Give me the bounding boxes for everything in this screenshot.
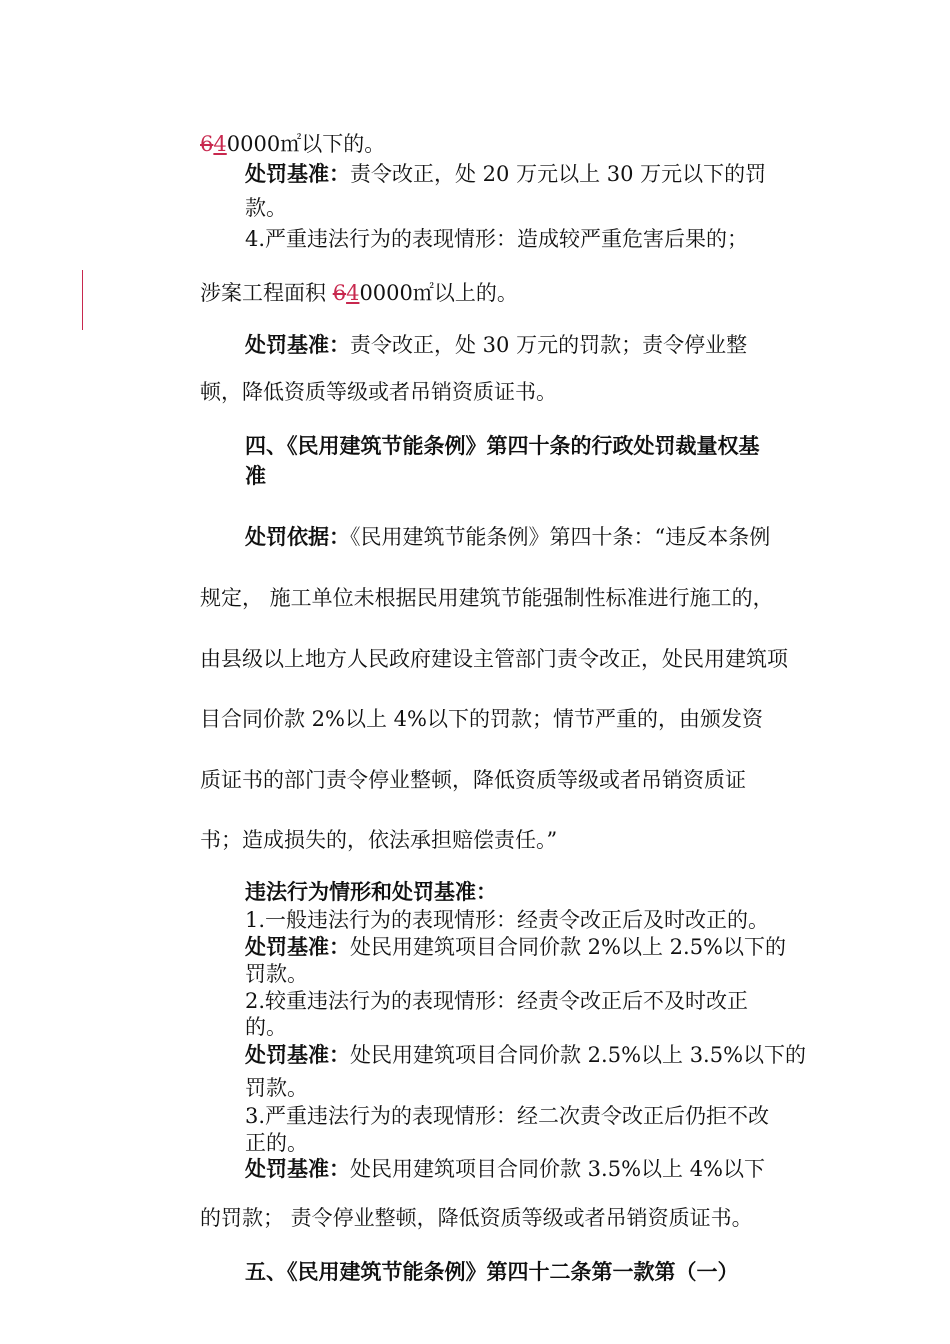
penalty-basis-line: 处罚基准：责令改正，处 30 万元的罚款；责令停业整 — [245, 333, 748, 357]
text-line: 4.严重违法行为的表现情形：造成较严重危害后果的； — [245, 227, 749, 251]
penalty-basis-label: 处罚基准： — [245, 333, 350, 357]
section-heading: 五、《民用建筑节能条例》第四十二条第一款第（一） — [245, 1260, 739, 1284]
text-line: 罚款。 — [245, 962, 308, 986]
penalty-basis-label: 处罚基准： — [245, 935, 350, 959]
text-line: 1.一般违法行为的表现情形：经责令改正后及时改正的。 — [245, 908, 770, 932]
text-line: 质证书的部门责令停业整顿，降低资质等级或者吊销资质证 — [200, 768, 746, 792]
penalty-basis-label: 处罚基准： — [245, 1157, 350, 1181]
basis-paragraph-line: 处罚依据：《民用建筑节能条例》第四十条：“违反本条例 — [245, 525, 771, 549]
text-line: 正的。 — [245, 1131, 308, 1155]
penalty-basis-line: 处罚基准：处民用建筑项目合同价款 3.5%以上 4%以下 — [245, 1157, 766, 1181]
penalty-basis-label: 处罚基准： — [245, 1043, 350, 1067]
text-line: 顿，降低资质等级或者吊销资质证书。 — [200, 380, 557, 404]
inserted-text: 4 — [213, 132, 227, 156]
text-line: 罚款。 — [245, 1076, 308, 1100]
penalty-basis-label: 处罚依据： — [245, 525, 350, 549]
text-line: 规定， 施工单位未根据民用建筑节能强制性标准进行施工的， — [200, 586, 774, 610]
penalty-basis-line: 处罚基准：处民用建筑项目合同价款 2%以上 2.5%以下的 — [245, 935, 787, 959]
text-line: 目合同价款 2%以上 4%以下的罚款；情节严重的，由颁发资 — [200, 707, 763, 731]
text-line: 款。 — [245, 196, 287, 220]
text-line: 的罚款； 责令停业整顿，降低资质等级或者吊销资质证书。 — [200, 1206, 753, 1230]
text-line: 的。 — [245, 1015, 287, 1039]
text-line: 640000㎡以下的。 — [200, 132, 386, 156]
revision-change-bar — [82, 270, 83, 330]
text-line: 由县级以上地方人民政府建设主管部门责令改正，处民用建筑项 — [200, 647, 788, 671]
section-heading: 四、《民用建筑节能条例》第四十条的行政处罚裁量权基 — [245, 434, 760, 458]
deleted-text: 6 — [200, 132, 214, 156]
penalty-basis-line: 处罚基准：责令改正，处 20 万元以上 30 万元以下的罚 — [245, 162, 767, 186]
subsection-title: 违法行为情形和处罚基准： — [245, 880, 497, 904]
text-line: 2.较重违法行为的表现情形：经责令改正后不及时改正 — [245, 989, 749, 1013]
text-line: 3.严重违法行为的表现情形：经二次责令改正后仍拒不改 — [245, 1104, 770, 1128]
section-heading: 准 — [245, 464, 266, 488]
text-line: 书；造成损失的，依法承担赔偿责任。” — [200, 828, 558, 852]
penalty-basis-line: 处罚基准：处民用建筑项目合同价款 2.5%以上 3.5%以下的 — [245, 1043, 807, 1067]
text-line: 涉案工程面积 640000㎡以上的。 — [200, 281, 518, 305]
penalty-basis-label: 处罚基准： — [245, 162, 350, 186]
inserted-text: 4 — [346, 281, 360, 305]
deleted-text: 6 — [332, 281, 347, 305]
